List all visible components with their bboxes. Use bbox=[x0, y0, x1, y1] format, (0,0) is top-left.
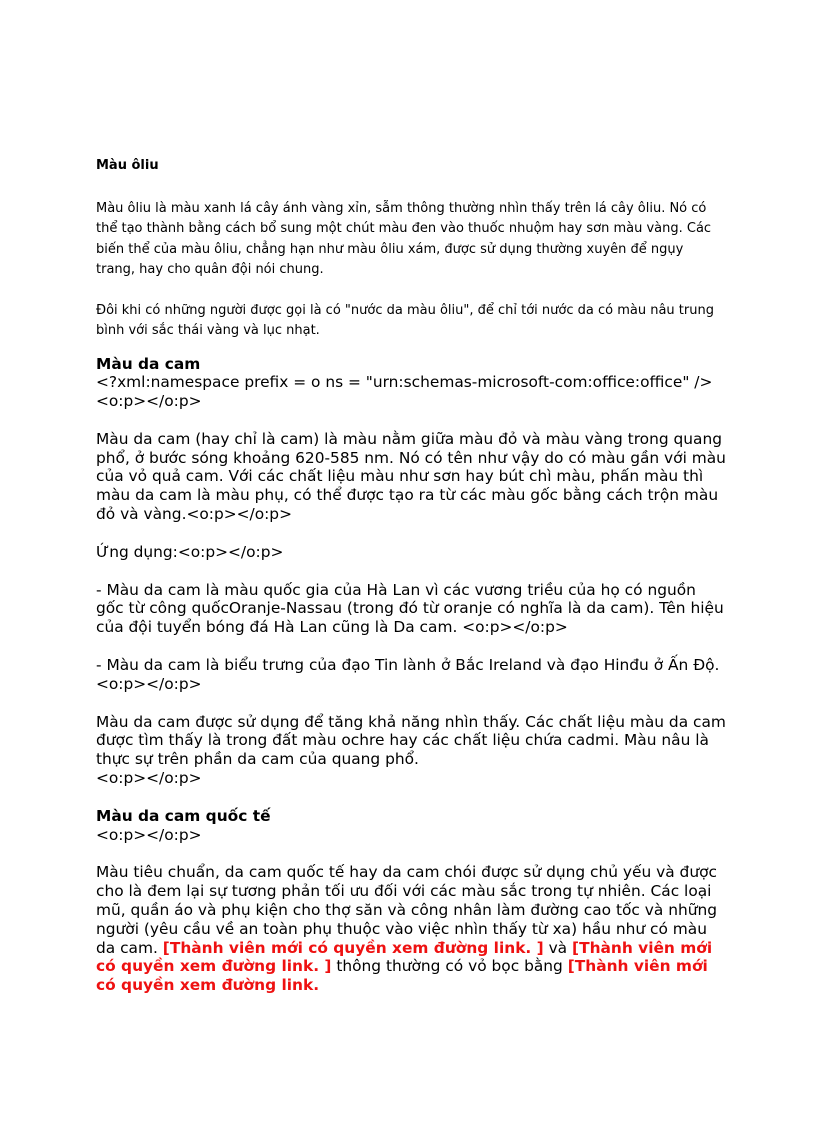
member-link-2[interactable]: [Thành viên mới có quyền xem đường link. ] bbox=[96, 938, 713, 976]
and-word: và bbox=[548, 938, 568, 957]
olive-paragraph-2: Đôi khi có những người được gọi là có "nước da màu ôliu", để chỉ tới nước da có màu nâu trung bình với sắc thái vàng và lục nhạt. bbox=[96, 302, 714, 338]
orange-heading: Màu da cam bbox=[96, 354, 201, 373]
document-page bbox=[96, 156, 726, 995]
orange-usage-label: Ứng dụng:<o:p></o:p> bbox=[96, 542, 284, 561]
orange-usage-item-religion: - Màu da cam là biểu trưng của đạo Tin lành ở Bắc Ireland và đạo Hinđu ở Ấn Độ. <o:p></o:p> bbox=[96, 656, 720, 693]
orange-paragraph-1: Màu da cam (hay chỉ là cam) là màu nằm giữa màu đỏ và màu vàng trong quang phổ, ở bước sóng khoảng 620-585 nm. Nó có tên như vậy do có màu gần với màu của vỏ quả cam. Với các chất liệu màu như sơn hay bút chì màu, phấn màu thì màu da cam là màu phụ, có thể được tạo ra từ các màu gốc bằng cách trộn màu đỏ và vàng.<o:p></o:p> bbox=[96, 429, 726, 524]
orange-op-tail: <o:p></o:p> bbox=[96, 769, 202, 788]
intl-paragraph bbox=[96, 863, 726, 995]
intl-orange-heading: Màu da cam quốc tế bbox=[96, 806, 271, 825]
member-link-1[interactable]: [Thành viên mới có quyền xem đường link. ] bbox=[162, 938, 544, 957]
covered-text: thông thường có vỏ bọc bằng bbox=[336, 957, 563, 976]
intl-paragraph-text: Màu tiêu chuẩn, da cam quốc tế hay da cam chói được sử dụng chủ yếu và được cho là đem lại sự tương phản tối ưu đối với các màu sắc trong tự nhiên. Các loại mũ, quần áo và phụ kiện cho thợ săn và công nhân làm đường cao tốc và những người (yêu cầu về an toàn phụ thuộc vào việc nhìn thấy từ xa) hầu như có màu da cam. bbox=[96, 863, 717, 957]
orange-xml-namespace-line: <?xml:namespace prefix = o ns = "urn:schemas-microsoft-com:office:office" /><o:p></o:p> bbox=[96, 373, 713, 411]
orange-paragraph-2: Màu da cam được sử dụng để tăng khả năng nhìn thấy. Các chất liệu màu da cam được tìm thấy là trong đất màu ochre hay các chất liệu chứa cadmi. Màu nâu là thực sự trên phần da cam của quang phổ. bbox=[96, 712, 726, 769]
olive-heading: Màu ôliu bbox=[96, 158, 159, 173]
member-link-3[interactable]: [Thành viên mới có quyền xem đường link. bbox=[96, 957, 708, 995]
intl-op-line: <o:p></o:p> bbox=[96, 825, 202, 844]
orange-usage-item-netherlands: - Màu da cam là màu quốc gia của Hà Lan vì các vương triều của họ có nguồn gốc từ công quốcOranje-Nassau (trong đó từ oranje có nghĩa là da cam). Tên hiệu của đội tuyển bóng đá Hà Lan cũng là Da cam. <o:p></o:p> bbox=[96, 580, 724, 637]
olive-paragraph-1: Màu ôliu là màu xanh lá cây ánh vàng xỉn, sẫm thông thường nhìn thấy trên lá cây ôliu. Nó có thể tạo thành bằng cách bổ sung một chút màu đen vào thuốc nhuộm hay sơn màu vàng. Các biến thể của màu ôliu, chẳng hạn như màu ôliu xám, được sử dụng thường xuyên để ngụy trang, hay cho quân đội nói chung. bbox=[96, 200, 712, 277]
